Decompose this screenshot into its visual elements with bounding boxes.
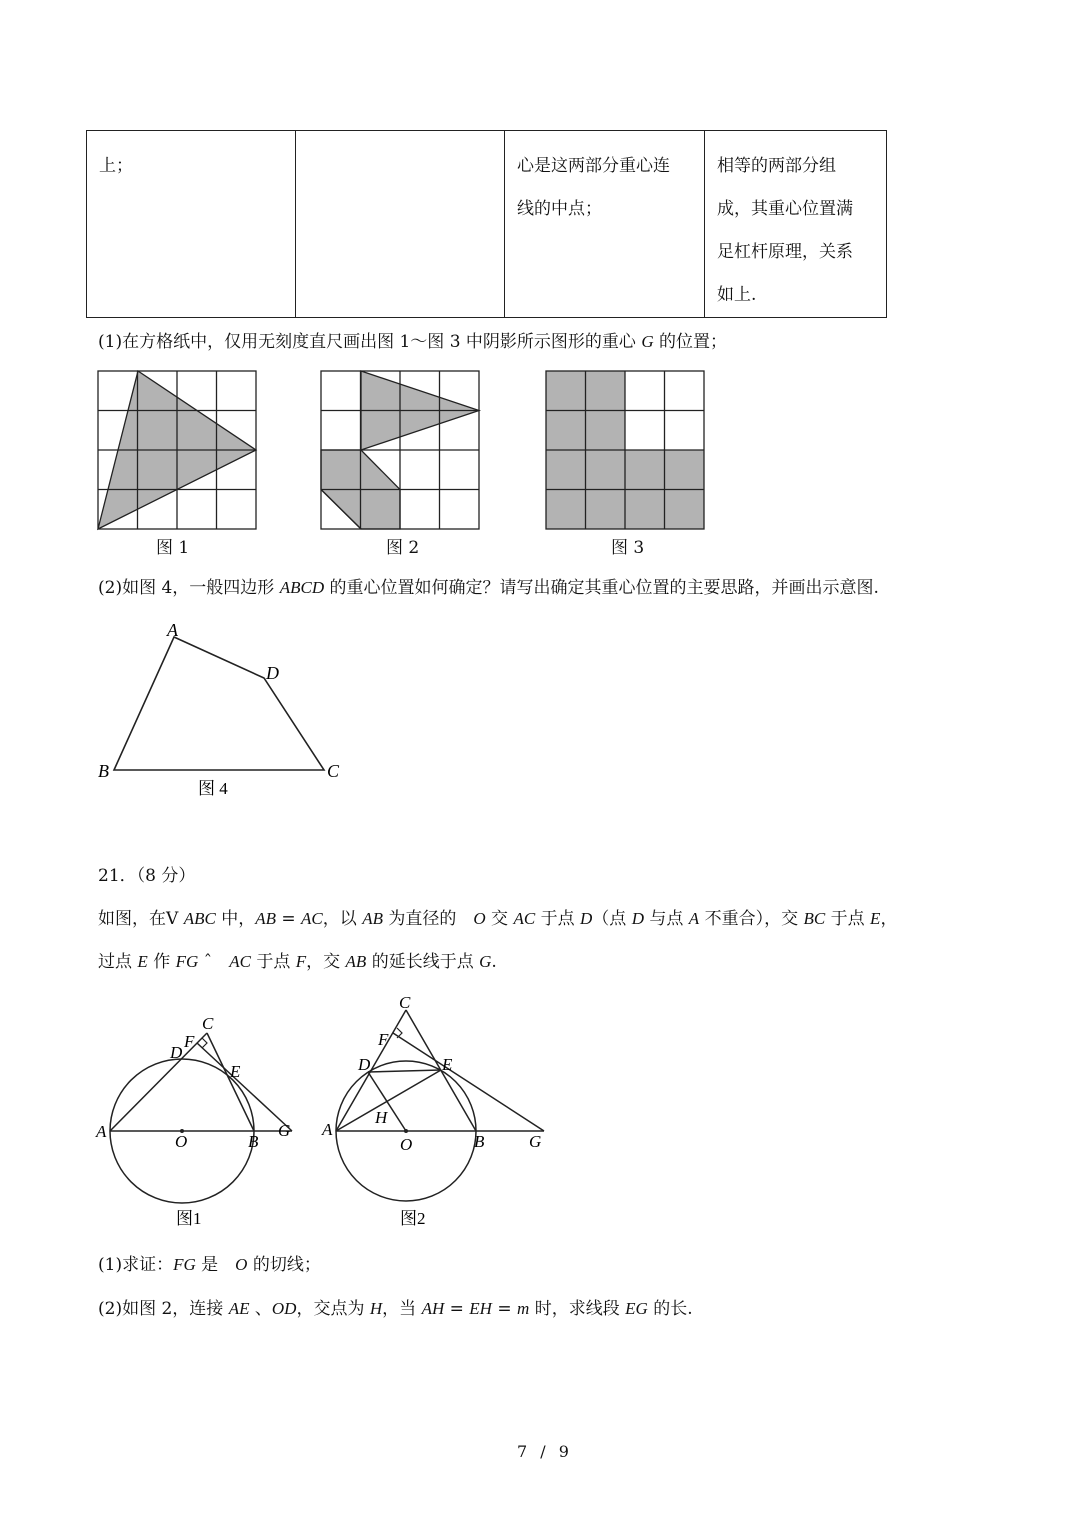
fig1-caption: 图 1 bbox=[156, 538, 190, 558]
text-run: 过点 bbox=[98, 952, 138, 972]
math-variable: m bbox=[517, 1299, 530, 1318]
fig2-line-de bbox=[368, 1070, 441, 1072]
q20-part1-var: G bbox=[641, 332, 654, 351]
q21-statement-line1 bbox=[98, 907, 897, 931]
math-variable: AB bbox=[255, 909, 276, 928]
fig2-caption: 图2 bbox=[400, 1209, 426, 1228]
text-run: （点 bbox=[592, 909, 632, 929]
text-run: 中， bbox=[215, 909, 256, 929]
text-run: ，交 bbox=[306, 952, 346, 972]
text-run: ， bbox=[880, 909, 898, 929]
math-variable: AC bbox=[301, 909, 323, 928]
text-run: 如图，在V bbox=[98, 909, 184, 929]
figure-3 bbox=[546, 371, 704, 529]
figure-4 bbox=[90, 612, 360, 812]
fig4-caption: 图 4 bbox=[198, 779, 228, 798]
label-c: C bbox=[327, 761, 340, 781]
fig1-label-f: F bbox=[184, 1032, 195, 1051]
text-run: ˆ bbox=[198, 952, 230, 972]
text-run: ，当 bbox=[382, 1299, 422, 1319]
q21-part1 bbox=[98, 1253, 321, 1277]
math-variable: AC bbox=[513, 909, 536, 928]
fig1-label-d: D bbox=[170, 1043, 183, 1062]
table-cell-text: 线的中点； bbox=[517, 199, 602, 219]
math-variable: D bbox=[631, 909, 644, 928]
q21-part2 bbox=[98, 1297, 693, 1321]
math-variable: H bbox=[369, 1299, 383, 1318]
fig2-label-a: A bbox=[322, 1120, 333, 1139]
table-cell-text: 上； bbox=[99, 156, 133, 176]
q20-part1-text: (1)在方格纸中，仅用无刻度直尺画出图 1～图 3 中阴影所示图形的重心 bbox=[98, 332, 642, 352]
math-variable: EH bbox=[469, 1299, 492, 1318]
fig1-label-a: A bbox=[96, 1122, 107, 1141]
q21-statement-line2 bbox=[98, 950, 497, 974]
math-variable: AB bbox=[345, 952, 367, 971]
fig2-label-f: F bbox=[378, 1030, 389, 1049]
fig2-label-c: C bbox=[399, 993, 411, 1012]
q20-part1-text-end: 的位置； bbox=[653, 332, 728, 352]
table-cell-3 bbox=[505, 131, 705, 318]
table-cell-2 bbox=[296, 131, 505, 318]
fig2-label-h: H bbox=[375, 1108, 388, 1127]
fig3-caption: 图 3 bbox=[611, 538, 645, 558]
fig1-label-g: G bbox=[278, 1121, 291, 1140]
text-run: 于点 bbox=[825, 909, 871, 929]
math-variable: BC bbox=[803, 909, 826, 928]
fig1-caption: 图1 bbox=[176, 1209, 202, 1228]
figure-2 bbox=[321, 371, 479, 529]
figure-1 bbox=[98, 371, 256, 529]
table-cell-text: 心是这两部分重心连 bbox=[517, 156, 670, 176]
q20-part1 bbox=[98, 330, 727, 354]
text-run: 的延长线于点 bbox=[366, 952, 480, 972]
table-cell-text: 足杠杆原理，关系 bbox=[717, 242, 853, 262]
fig2-caption: 图 2 bbox=[386, 538, 420, 558]
text-run: (2)如图 2，连接 bbox=[98, 1299, 229, 1319]
math-variable: AC bbox=[229, 952, 251, 971]
label-a: A bbox=[167, 620, 178, 640]
math-variable: G bbox=[479, 952, 492, 971]
table-cell-text: 相等的两部分组 bbox=[717, 156, 836, 176]
table-cell-1 bbox=[87, 131, 296, 318]
fig1-line-fg bbox=[197, 1043, 292, 1131]
text-run: 不重合），交 bbox=[699, 909, 804, 929]
text-run: ，交点为 bbox=[296, 1299, 370, 1319]
text-run: 的长. bbox=[647, 1299, 693, 1319]
text-run: 于点 bbox=[535, 909, 581, 929]
math-variable: E bbox=[870, 909, 881, 928]
text-run: 为直径的 bbox=[382, 909, 474, 929]
fig2-label-d: D bbox=[358, 1055, 371, 1074]
page-number: 7 / 9 bbox=[517, 1442, 573, 1461]
fig2-label-b: B bbox=[474, 1132, 485, 1151]
fig1-label-b: B bbox=[248, 1132, 259, 1151]
math-variable: FG bbox=[175, 952, 199, 971]
q20-part2-text-end: 的重心位置如何确定？请写出确定其重心位置的主要思路，并画出示意图. bbox=[324, 578, 879, 598]
math-variable: AH bbox=[421, 1299, 445, 1318]
q21-figure-2 bbox=[320, 990, 560, 1230]
fig1-label-c: C bbox=[202, 1014, 214, 1033]
label-d: D bbox=[266, 663, 279, 683]
quadrilateral-abcd bbox=[114, 637, 324, 770]
math-variable: ABC bbox=[183, 909, 216, 928]
math-variable: OD bbox=[271, 1299, 297, 1318]
math-variable: EG bbox=[625, 1299, 648, 1318]
math-variable: A bbox=[688, 909, 700, 928]
table-cell-text: 如上. bbox=[717, 285, 757, 305]
fig2-line-ae bbox=[336, 1070, 441, 1131]
fig1-label-e: E bbox=[230, 1062, 241, 1081]
table-cell-4 bbox=[705, 131, 887, 318]
text-run: 、 bbox=[249, 1299, 272, 1319]
text-run: = bbox=[491, 1299, 518, 1319]
fig2-label-e: E bbox=[442, 1055, 453, 1074]
math-variable: O bbox=[235, 1255, 248, 1274]
fig1-right-angle-mark bbox=[202, 1038, 207, 1048]
text-run: (1)求证： bbox=[98, 1255, 174, 1275]
text-run: 是 bbox=[195, 1255, 236, 1275]
fig2-line-fg bbox=[393, 1033, 544, 1131]
math-variable: E bbox=[137, 952, 148, 971]
table-cell-text: 成，其重心位置满 bbox=[717, 199, 853, 219]
q21-header: 21．（8 分） bbox=[98, 866, 196, 886]
q20-part2 bbox=[98, 576, 879, 600]
text-run: 交 bbox=[485, 909, 514, 929]
q21-figure-1 bbox=[94, 1010, 314, 1230]
math-variable: D bbox=[580, 909, 593, 928]
fig1-line-cb bbox=[207, 1033, 254, 1131]
fig2-center-dot bbox=[404, 1129, 408, 1133]
math-variable: AB bbox=[362, 909, 383, 928]
q20-part2-text: (2)如图 4，一般四边形 bbox=[98, 578, 280, 598]
math-variable: FG bbox=[173, 1255, 196, 1274]
text-run: = bbox=[444, 1299, 470, 1319]
fig2-label-o: O bbox=[400, 1135, 413, 1154]
text-run: 于点 bbox=[250, 952, 296, 972]
text-run: = bbox=[275, 909, 302, 929]
grid-figures bbox=[90, 362, 720, 562]
text-run: 时，求线段 bbox=[529, 1299, 626, 1319]
math-variable: O bbox=[473, 909, 486, 928]
math-variable: AE bbox=[228, 1299, 250, 1318]
text-run: 与点 bbox=[643, 909, 689, 929]
label-b: B bbox=[98, 761, 109, 781]
math-variable: F bbox=[295, 952, 307, 971]
text-run: 的切线； bbox=[247, 1255, 321, 1275]
fig2-label-g: G bbox=[529, 1132, 542, 1151]
text-run: ，以 bbox=[322, 909, 363, 929]
text-run: . bbox=[491, 952, 497, 972]
q20-part2-var: ABCD bbox=[279, 578, 325, 597]
continued-table bbox=[86, 130, 887, 318]
text-run: 作 bbox=[147, 952, 176, 972]
fig1-label-o: O bbox=[175, 1132, 188, 1151]
